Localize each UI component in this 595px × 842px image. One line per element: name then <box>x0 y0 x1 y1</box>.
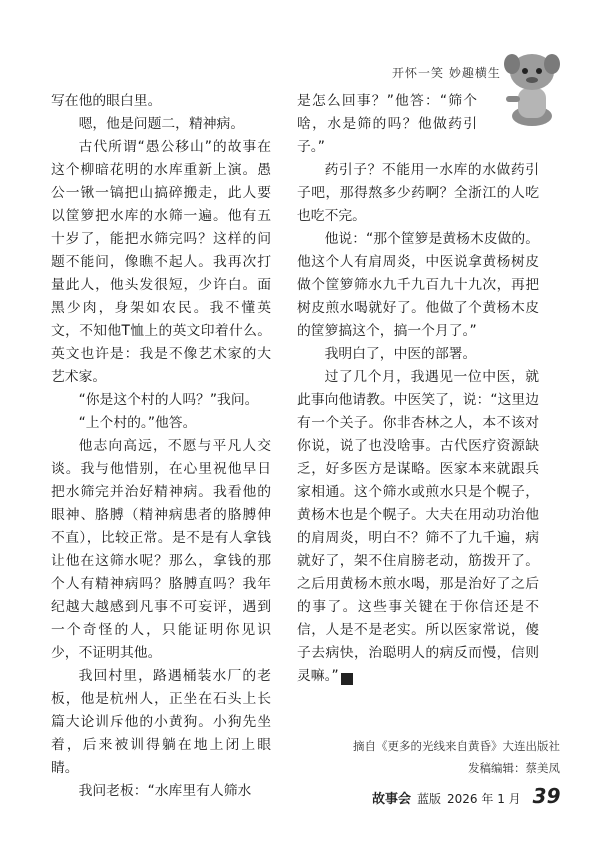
paragraph: 他说：“那个筐箩是黄杨木皮做的。他这个人有肩周炎，中医说拿黄杨树皮做个筐箩筛水九千九百九十九次，再把树皮煎水喝就好了。他做了个黄杨木皮的筐箩搞这个，搞一个月了。” <box>297 231 539 339</box>
page-number: 39 <box>532 784 561 808</box>
editor-credit: 发稿编辑：蔡美凤 <box>468 761 560 775</box>
paragraph: 古代所谓“愚公移山”的故事在这个柳暗花明的水库重新上演。愚公一锹一镐把山搞碎搬走，此人要以筐箩把水库的水筛一遍。他有五十岁了，能把水筛完吗？这样的问题不能问，像瞧不起人。我再次打量此人，他头发很短，少许白。面黑少肉，身架如农民。我不懂英文，不知他T恤上的英文印着什么。英文也许是：我是不像艺术家的大艺术家。 <box>51 139 271 385</box>
paragraph: 我问老板：“水库里有人筛水 <box>78 783 252 799</box>
article-column-right <box>297 90 539 688</box>
magazine-logo: 故事会 <box>372 792 412 807</box>
paragraph: 过了几个月，我遇见一位中医，就此事向他请教。中医笑了，说：“这里边有一个关子。你非杏林之人，本不该对你说，说了也没啥事。古代医疗资源缺乏，好多医方是谋略。医家本来就跟兵家相通。这个筛水或煎水只是个幌子，黄杨木也是个幌子。大夫在用动功治他的肩周炎，明白不？筛不了九千遍，病就好了，架不住肩膀老动，筋拨开了。之后用黄杨木煎水喝，那是治好了之后的事了。这些事关键在于你信还是不信，人是不是老实。所以医家常说，傻子去病快，治聪明人的病反而慢，信则灵嘛。” 故 <box>297 369 539 684</box>
article-column-left <box>51 90 271 803</box>
paragraph: 是怎么回事？”他答：“筛个啥，水是筛的吗？他做药引子。” <box>297 93 477 155</box>
paragraph: 写在他的眼白里。 <box>51 93 162 109</box>
source-note <box>340 735 560 779</box>
page-footer <box>372 784 572 808</box>
section-header: 开怀一笑 妙趣横生 <box>392 66 501 80</box>
paragraph: “你是这个村的人吗？”我问。 <box>78 392 259 408</box>
end-mark-icon: 故 <box>341 673 353 685</box>
paragraph: 我回村里，路遇桶装水厂的老板，他是杭州人，正坐在石头上长篇大论训斥他的小黄狗。小狗先坐着，后来被训得躺在地上闭上眼睛。 <box>51 668 271 776</box>
issue-date: 2026 年 1 月 <box>447 792 521 806</box>
paragraph: 药引子？不能用一水库的水做药引子吧，那得熬多少药啊？全浙江的人吃也吃不完。 <box>297 162 539 224</box>
paragraph: 嗯，他是问题二，精神病。 <box>78 116 245 132</box>
edition-label: 蓝版 <box>417 792 442 806</box>
paragraph: 他志向高远，不愿与平凡人交谈。我与他惜别，在心里祝他早日把水筛完并治好精神病。我看他的眼神、胳膊（精神病患者的胳膊伸不直），比较正常。是不是有人拿钱让他在这筛水呢？那么，拿钱的那个人有精神病吗？胳膊直吗？我年纪越大越感到凡事不可妄评，遇到一个奇怪的人，只能证明你见识少，不证明其他。 <box>51 438 271 661</box>
paragraph: 我明白了，中医的部署。 <box>324 346 477 362</box>
paragraph: “上个村的。”他答。 <box>78 415 197 431</box>
source-citation: 摘自《更多的光线来自黄昏》大连出版社 <box>353 739 560 753</box>
